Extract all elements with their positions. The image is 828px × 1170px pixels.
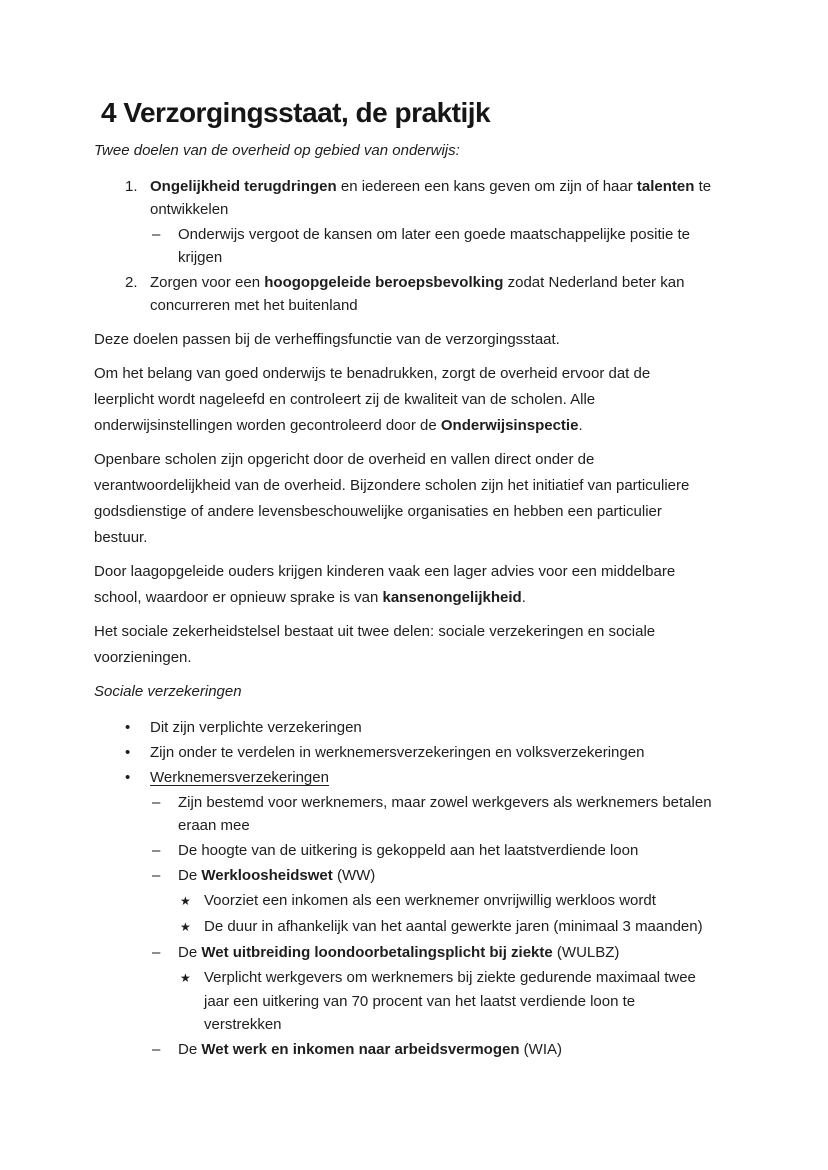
text-run bbox=[94, 645, 192, 671]
text-run bbox=[94, 138, 460, 164]
text-segment: Openbare scholen zijn opgericht door de overheid en vallen direct onder de bbox=[94, 451, 595, 468]
text-line bbox=[152, 223, 828, 246]
text-segment: godsdienstige of andere levensbeschouwelijke organisaties en hebben een particulier bbox=[94, 503, 662, 520]
text-run bbox=[204, 915, 703, 938]
text-line bbox=[94, 413, 828, 439]
text-segment: verstrekken bbox=[204, 1016, 282, 1033]
text-segment: De hoogte van de uitkering is gekoppeld aan het laatstverdiende loon bbox=[178, 842, 639, 859]
list-item bbox=[0, 915, 828, 939]
text-line bbox=[94, 559, 828, 585]
text-line bbox=[152, 791, 828, 814]
text-run bbox=[150, 766, 329, 789]
text-run bbox=[150, 198, 228, 221]
text-run bbox=[94, 619, 655, 645]
text-segment: De bbox=[178, 1041, 202, 1058]
text-segment: (WIA) bbox=[519, 1041, 563, 1058]
text-segment: Wet werk en inkomen naar arbeidsvermogen bbox=[201, 1041, 520, 1058]
text-line bbox=[180, 966, 828, 990]
text-line bbox=[94, 387, 828, 413]
text-run bbox=[178, 223, 690, 246]
text-segment: Door laagopgeleide ouders krijgen kinderen vaak een lager advies voor een middelbare bbox=[94, 563, 676, 580]
star-icon: ★ bbox=[180, 894, 191, 908]
text-segment: ontwikkelen bbox=[150, 201, 229, 218]
paragraph bbox=[0, 361, 828, 439]
text-line bbox=[125, 766, 828, 789]
star-icon: ★ bbox=[180, 920, 191, 934]
text-line bbox=[94, 525, 828, 551]
text-line bbox=[152, 246, 828, 269]
text-run bbox=[94, 585, 526, 611]
text-segment: De bbox=[178, 867, 202, 884]
text-segment: De duur in afhankelijk van het aantal gewerkte jaren (minimaal 3 maanden) bbox=[204, 918, 703, 935]
text-run bbox=[150, 741, 644, 764]
paragraph bbox=[0, 559, 828, 611]
text-segment: Voorziet een inkomen als een werknemer onvrijwillig werkloos wordt bbox=[204, 892, 656, 909]
list-item bbox=[0, 941, 828, 964]
text-segment: voorzieningen. bbox=[94, 649, 192, 666]
text-segment: kansenongelijkheid bbox=[382, 589, 522, 606]
text-segment: verantwoordelijkheid van de overheid. Bijzondere scholen zijn het initiatief van particuliere bbox=[94, 477, 690, 494]
text-segment: Zorgen voor een bbox=[150, 274, 265, 291]
text-segment: Werkloosheidswet bbox=[201, 867, 333, 884]
text-run bbox=[94, 473, 689, 499]
page-heading: 4 Verzorgingsstaat, de praktijk bbox=[101, 97, 491, 128]
text-segment: Onderwijs vergoot de kansen om later een goede maatschappelijke positie te bbox=[178, 226, 690, 243]
text-segment: (WULBZ) bbox=[552, 944, 620, 961]
list-item bbox=[0, 864, 828, 887]
text-segment: Verplicht werkgevers om werknemers bij ziekte gedurende maximaal twee bbox=[204, 969, 696, 986]
text-run bbox=[94, 447, 594, 473]
text-segment: Het sociale zekerheidstelsel bestaat uit twee delen: sociale verzekeringen en sociale bbox=[94, 623, 656, 640]
text-line bbox=[94, 645, 828, 671]
text-segment: zodat Nederland beter kan bbox=[503, 274, 685, 291]
dash-icon: – bbox=[152, 944, 161, 961]
text-run bbox=[150, 294, 358, 317]
text-segment: talenten bbox=[636, 178, 695, 195]
list-item bbox=[0, 716, 828, 739]
text-line bbox=[152, 941, 828, 964]
list-item bbox=[0, 889, 828, 913]
text-segment: onderwijsinstellingen worden gecontroleerd door de bbox=[94, 417, 441, 434]
text-segment: Wet uitbreiding loondoorbetalingsplicht bij ziekte bbox=[201, 944, 553, 961]
text-line bbox=[94, 679, 828, 705]
dash-icon: – bbox=[152, 794, 161, 811]
text-line bbox=[180, 1013, 828, 1036]
text-segment: Sociale verzekeringen bbox=[94, 683, 242, 700]
text-line bbox=[125, 271, 828, 294]
text-run bbox=[94, 559, 675, 585]
text-segment: Zijn onder te verdelen in werknemersverzekeringen en volksverzekeringen bbox=[150, 744, 645, 761]
text-line bbox=[94, 473, 828, 499]
text-run bbox=[94, 361, 650, 387]
text-run bbox=[178, 791, 712, 814]
text-segment: Om het belang van goed onderwijs te benadrukken, zorgt de overheid ervoor dat de bbox=[94, 365, 651, 382]
text-run bbox=[150, 271, 684, 294]
text-segment: te bbox=[694, 178, 712, 195]
text-run bbox=[204, 889, 656, 912]
dash-icon: – bbox=[152, 842, 161, 859]
star-icon: ★ bbox=[180, 971, 191, 985]
list-item bbox=[0, 741, 828, 764]
paragraph bbox=[0, 327, 828, 353]
dash-icon: – bbox=[152, 226, 161, 243]
list-item bbox=[0, 791, 828, 837]
text-segment: bestuur. bbox=[94, 529, 148, 546]
text-run bbox=[178, 864, 375, 887]
text-line bbox=[94, 499, 828, 525]
text-segment: hoogopgeleide beroepsbevolking bbox=[264, 274, 504, 291]
dash-icon: – bbox=[152, 867, 161, 884]
text-line bbox=[94, 327, 828, 353]
text-line bbox=[125, 294, 828, 317]
paragraph bbox=[0, 679, 828, 705]
list-item bbox=[0, 839, 828, 862]
text-line bbox=[125, 175, 828, 198]
text-run bbox=[178, 814, 250, 837]
text-segment: en iedereen een kans geven om zijn of haar bbox=[336, 178, 637, 195]
text-line bbox=[180, 889, 828, 913]
text-run bbox=[150, 716, 362, 739]
text-segment: Ongelijkheid terugdringen bbox=[150, 178, 337, 195]
text-segment: jaar een uitkering van 70 procent van het laatst verdiende loon te bbox=[204, 993, 636, 1010]
paragraph bbox=[0, 138, 828, 164]
text-line bbox=[125, 741, 828, 764]
text-segment: Deze doelen passen bij de verheffingsfunctie van de verzorgingsstaat. bbox=[94, 331, 560, 348]
text-run bbox=[94, 525, 147, 551]
paragraph bbox=[0, 619, 828, 671]
text-line bbox=[94, 585, 828, 611]
text-segment: Zijn bestemd voor werknemers, maar zowel werkgevers als werknemers betalen bbox=[178, 794, 712, 811]
text-segment: eraan mee bbox=[178, 817, 250, 834]
text-segment: leerplicht wordt nageleefd en controleert zij de kwaliteit van de scholen. Alle bbox=[94, 391, 596, 408]
text-line bbox=[125, 716, 828, 739]
bullet-icon: • bbox=[125, 744, 131, 761]
text-line bbox=[94, 619, 828, 645]
text-line bbox=[180, 990, 828, 1013]
text-run bbox=[178, 246, 222, 269]
list-item bbox=[0, 766, 828, 789]
text-line bbox=[94, 138, 828, 164]
text-line bbox=[125, 198, 828, 221]
text-segment: krijgen bbox=[178, 249, 223, 266]
text-segment: (WW) bbox=[332, 867, 376, 884]
number-marker: 1. bbox=[125, 178, 138, 195]
text-line bbox=[152, 814, 828, 837]
dash-icon: – bbox=[152, 1041, 161, 1058]
text-run bbox=[94, 499, 662, 525]
text-run bbox=[178, 839, 638, 862]
list-item bbox=[0, 175, 828, 221]
text-segment: school, waardoor er opnieuw sprake is van bbox=[94, 589, 383, 606]
text-segment: Dit zijn verplichte verzekeringen bbox=[150, 719, 362, 736]
document-body bbox=[0, 138, 828, 1061]
number-marker: 2. bbox=[125, 274, 138, 291]
text-line bbox=[152, 864, 828, 887]
text-run bbox=[204, 990, 635, 1013]
text-run bbox=[94, 413, 583, 439]
paragraph bbox=[0, 447, 828, 551]
list-item bbox=[0, 223, 828, 269]
text-line bbox=[94, 447, 828, 473]
text-segment: Werknemersverzekeringen bbox=[150, 769, 329, 786]
text-line bbox=[152, 1038, 828, 1061]
text-run bbox=[204, 1013, 282, 1036]
bullet-icon: • bbox=[125, 719, 131, 736]
text-run bbox=[150, 175, 711, 198]
list-item bbox=[0, 1038, 828, 1061]
text-segment: Twee doelen van de overheid op gebied van onderwijs: bbox=[94, 142, 460, 159]
text-run bbox=[94, 679, 242, 705]
text-run bbox=[178, 1038, 562, 1061]
text-line bbox=[94, 361, 828, 387]
text-line bbox=[152, 839, 828, 862]
text-segment: . bbox=[578, 417, 583, 434]
list-item bbox=[0, 271, 828, 317]
text-run bbox=[178, 941, 619, 964]
text-run bbox=[94, 327, 560, 353]
list-item bbox=[0, 966, 828, 1036]
text-run bbox=[94, 387, 595, 413]
text-run bbox=[204, 966, 696, 989]
text-segment: . bbox=[521, 589, 526, 606]
text-segment: concurreren met het buitenland bbox=[150, 297, 358, 314]
bullet-icon: • bbox=[125, 769, 131, 786]
text-line bbox=[180, 915, 828, 939]
text-segment: De bbox=[178, 944, 202, 961]
text-segment: Onderwijsinspectie bbox=[440, 417, 579, 434]
